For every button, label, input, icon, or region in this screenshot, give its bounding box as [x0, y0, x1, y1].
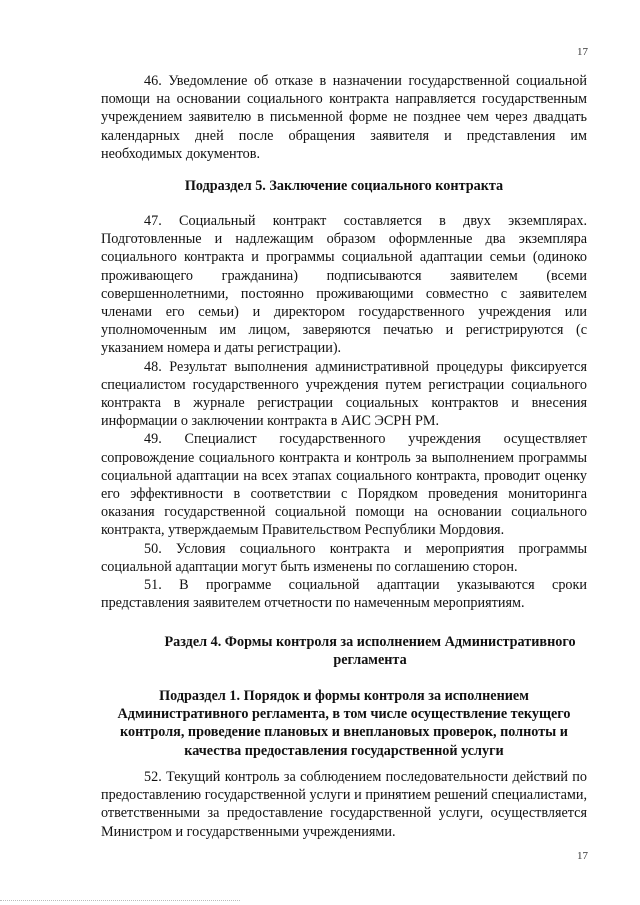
paragraph-51: 51. В программе социальной адаптации указываются сроки представления заявителем отчетности по намеченным мероприятиям.	[101, 577, 587, 612]
paragraph-52: 52. Текущий контроль за соблюдением последовательности действий по предоставлению государственной услуги и принятием решений специалистами, ответственными за предоставление государственной услуги, осуществляется Министром и государственными учреждениями.	[101, 769, 587, 840]
paragraph-49: 49. Специалист государственного учреждения осуществляет сопровождение социального контракта и контроль за выполнением программы социальной адаптации на всех этапах социального контракта, проводит оценку его эффективности в соответствии с Порядком проведения мониторинга оказания государственной социальной помощи на основании социального контракта, утверждаемым Правительством Республики Мордовия.	[101, 431, 587, 539]
subsection-5-heading-block	[101, 177, 587, 195]
subsection-1-heading: Подраздел 1. Порядок и формы контроля за исполнением Административного регламента, в том числе осуществление текущего контроля, проведение плановых и внеплановых проверок, полноты и качества предоставления государственной услуги	[117, 688, 571, 759]
page-number-top: 17	[577, 46, 588, 58]
paragraph-46: 46. Уведомление об отказе в назначении государственной социальной помощи на основании социального контракта направляется государственным учреждением заявителю в письменной форме не позднее чем через двадцать календарных дней после обращения заявителя и представления им необходимых документов.	[101, 73, 587, 162]
subsection-1-heading-block	[101, 687, 587, 760]
paragraph-52-block	[101, 768, 587, 841]
section-4-heading: Раздел 4. Формы контроля за исполнением Административного регламента	[164, 634, 576, 669]
paragraph-46-block	[101, 72, 587, 163]
paragraph-48: 48. Результат выполнения административной процедуры фиксируется специалистом государственного учреждения путем регистрации социального контракта в журнале регистрации социальных контрактов и внесения информации о заключении контракта в АИС ЭСРН РМ.	[101, 358, 587, 430]
paragraph-47: 47. Социальный контракт составляется в двух экземплярах. Подготовленные и надлежащим образом оформленные два экземпляра социального контракта и программы социальной адаптации семьи (одиноко проживающего гражданина) подписываются заявителем (всеми совершеннолетними, постоянно проживающими совместно с заявителем членами его семьи) и директором государственного учреждения или уполномоченным им лицом, заверяются печатью и регистрируются (с указанием номера и даты регистрации).	[101, 213, 587, 357]
subsection-5-heading: Подраздел 5. Заключение социального контракта	[184, 178, 504, 194]
paragraph-50: 50. Условия социального контракта и мероприятия программы социальной адаптации могут быть изменены по соглашению сторон.	[101, 540, 587, 575]
footer-rule	[0, 900, 240, 901]
section-4-heading-block	[150, 633, 590, 669]
page-number-bottom: 17	[577, 850, 588, 862]
paragraphs-47-51-block	[101, 212, 587, 612]
